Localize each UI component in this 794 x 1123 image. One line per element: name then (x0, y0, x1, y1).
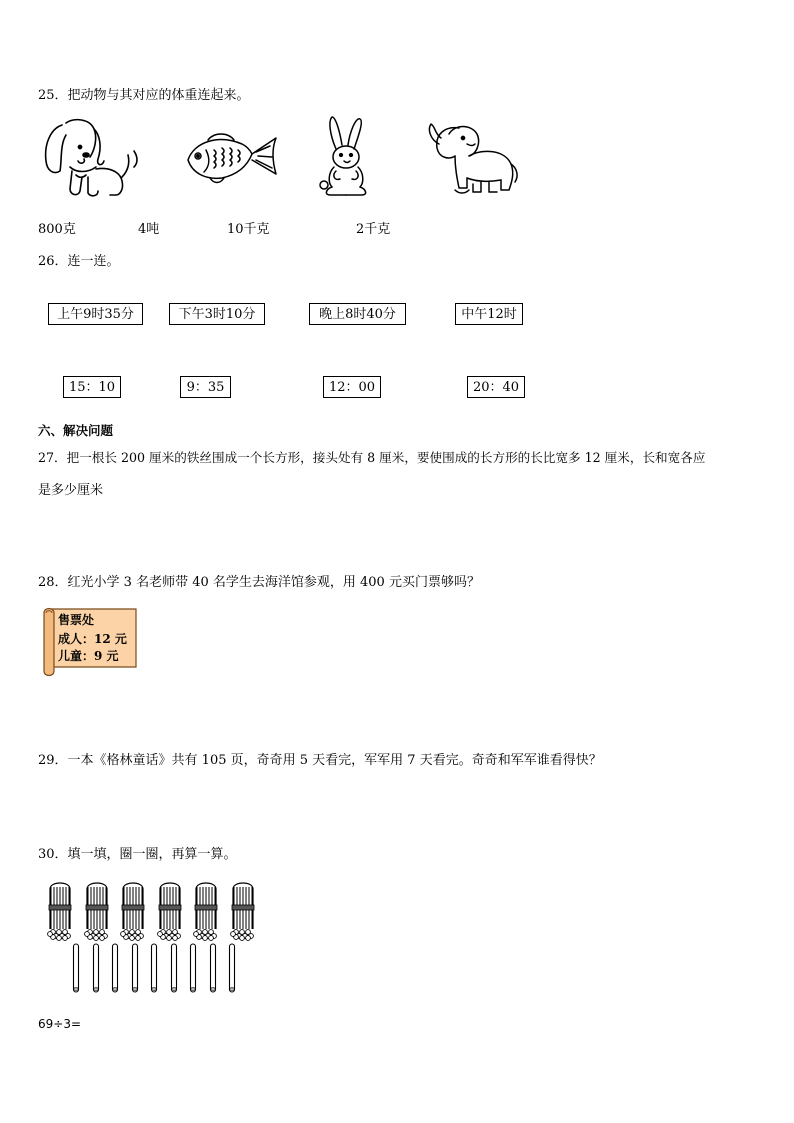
time-box-bottom-4[interactable]: 20：40 (467, 376, 525, 398)
stick-bundle-icon (157, 879, 183, 941)
single-stick-icon (92, 943, 100, 993)
q30-text: 30．填一填，圈一圈，再算一算。 (38, 847, 237, 862)
single-stick-icon (111, 943, 119, 993)
q27-line2: 是多少厘米 (38, 483, 104, 498)
q27-line1: 27．把一根长 200 厘米的铁丝围成一个长方形，接头处有 8 厘米，要使围成的长方形的长比宽多 12 厘米，长和宽各应 (38, 450, 706, 465)
rabbit-icon (318, 115, 378, 200)
single-stick-icon (131, 943, 139, 993)
time-box-top-1[interactable]: 上午9时35分 (48, 303, 143, 325)
q26-text: 26．连一连。 (38, 254, 120, 269)
single-stick-icon (170, 943, 178, 993)
time-box-top-3[interactable]: 晚上8时40分 (309, 303, 406, 325)
single-stick-icon (209, 943, 217, 993)
stick-bundle-icon (84, 879, 110, 941)
single-stick-icon (228, 943, 236, 993)
stick-bundle-icon (120, 879, 146, 941)
time-box-bottom-3[interactable]: 12：00 (323, 376, 381, 398)
ticket-child-price: 儿童：9 元 (58, 649, 119, 663)
weight-label-1: 800克 (38, 222, 76, 237)
time-box-bottom-2[interactable]: 9：35 (180, 376, 231, 398)
elephant-icon (425, 120, 520, 198)
weight-label-4: 2千克 (356, 222, 391, 237)
stick-bundle-icon (193, 879, 219, 941)
q30-equation: 69÷3= (38, 1017, 82, 1031)
time-box-top-4[interactable]: 中午12时 (455, 303, 523, 325)
time-box-top-2[interactable]: 下午3时10分 (169, 303, 265, 325)
stick-bundle-icon (230, 879, 256, 941)
single-stick-icon (150, 943, 158, 993)
dog-icon (40, 115, 145, 205)
ticket-adult-price: 成人：12 元 (58, 632, 127, 646)
weight-label-3: 10千克 (227, 222, 270, 237)
stick-bundle-icon (47, 879, 73, 941)
ticket-title: 售票处 (58, 613, 95, 627)
time-box-bottom-1[interactable]: 15：10 (63, 376, 121, 398)
fish-icon (184, 130, 279, 185)
q29-text: 29．一本《格林童话》共有 105 页，奇奇用 5 天看完，军军用 7 天看完。奇奇和军军谁看得快？ (38, 753, 602, 768)
weight-label-2: 4吨 (138, 222, 160, 237)
section-heading: 六、解决问题 (38, 423, 114, 438)
q25-text: 25．把动物与其对应的体重连起来。 (38, 88, 250, 103)
single-stick-icon (189, 943, 197, 993)
q28-text: 28．红光小学 3 名老师带 40 名学生去海洋馆参观，用 400 元买门票够吗？ (38, 575, 480, 590)
single-stick-icon (72, 943, 80, 993)
